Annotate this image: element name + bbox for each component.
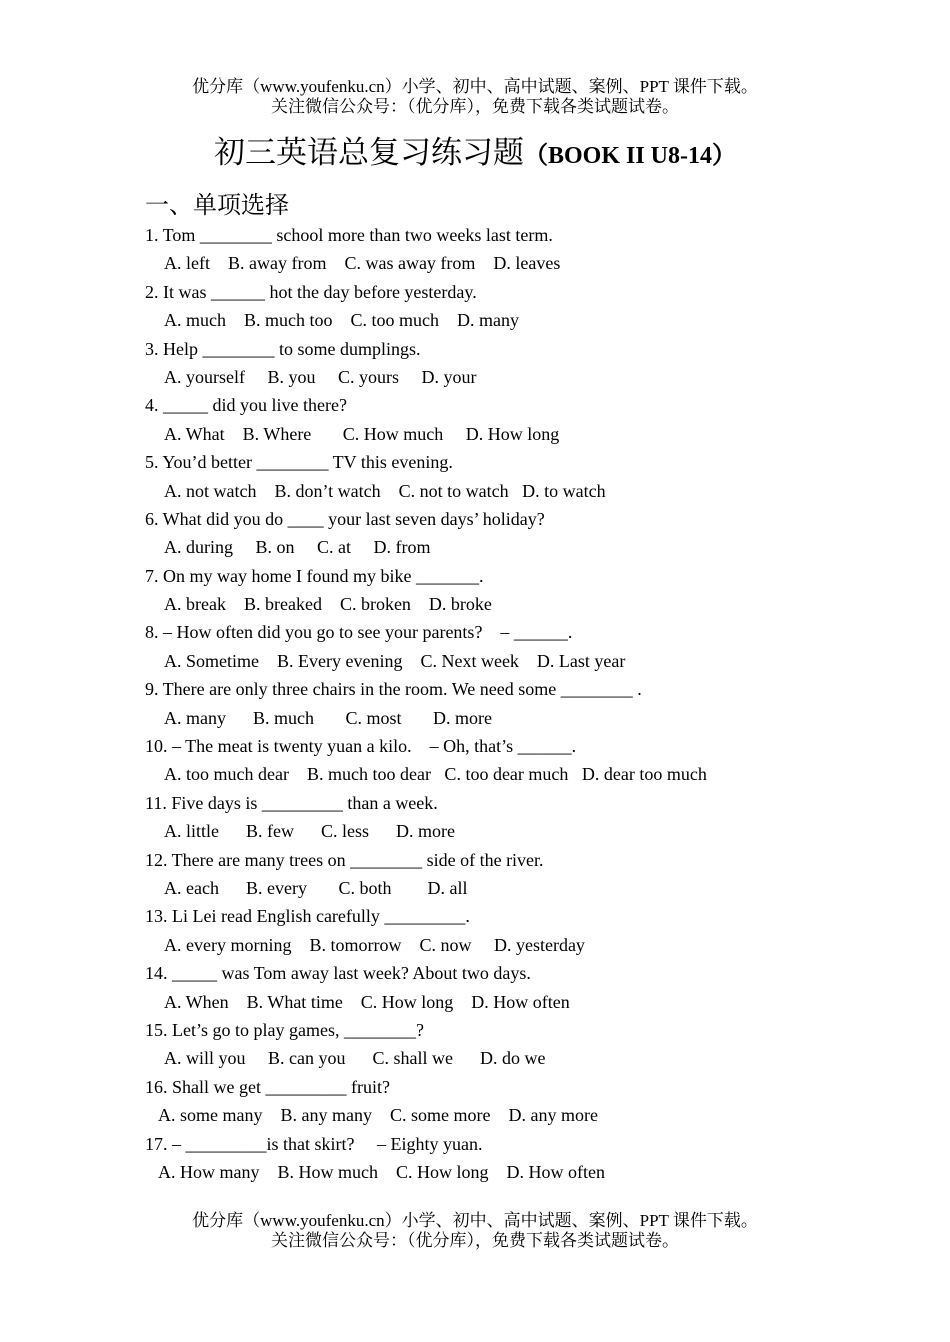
question-item (145, 618, 865, 675)
question-options: A. When B. What time C. How long D. How often (164, 991, 570, 1012)
question-options: A. little B. few C. less D. more (164, 821, 455, 842)
question-options: A. many B. much C. most D. more (164, 707, 492, 728)
question-item (145, 1073, 865, 1130)
question-options: A. will you B. can you C. shall we D. do we (164, 1048, 546, 1069)
page-footer-line-2: 关注微信公众号：（优分库），免费下载各类试题试卷。 (271, 1231, 679, 1250)
question-stem: 5. You’d better ________ TV this evening. (145, 452, 453, 473)
question-item (145, 789, 865, 846)
question-stem: 11. Five days is _________ than a week. (145, 792, 438, 813)
question-item (145, 959, 865, 1016)
page-title (0, 133, 950, 176)
question-options: A. too much dear B. much too dear C. too dear much D. dear too much (164, 764, 707, 785)
question-options: A. Sometime B. Every evening C. Next week D. Last year (164, 650, 626, 671)
question-item (145, 732, 865, 789)
question-options: A. some many B. any many C. some more D. any more (158, 1105, 598, 1126)
question-options: A. How many B. How much C. How long D. How often (158, 1161, 605, 1182)
question-item (145, 1016, 865, 1073)
question-item (145, 675, 865, 732)
question-item (145, 391, 865, 448)
question-options: A. each B. every C. both D. all (164, 877, 468, 898)
question-stem: 7. On my way home I found my bike _______. (145, 565, 484, 586)
question-item (145, 335, 865, 392)
question-item (145, 1130, 865, 1187)
title-chinese: 初三英语总复习练习题 (213, 135, 524, 170)
question-options: A. What B. Where C. How much D. How long (164, 423, 560, 444)
question-stem: 3. Help ________ to some dumplings. (145, 338, 421, 359)
question-stem: 13. Li Lei read English carefully _________. (145, 906, 470, 927)
question-options: A. much B. much too C. too much D. many (164, 310, 519, 331)
question-stem: 12. There are many trees on ________ side of the river. (145, 849, 544, 870)
question-item (145, 448, 865, 505)
section-heading: 一、单项选择 (145, 193, 289, 219)
question-stem: 8. – How often did you go to see your parents? – ______. (145, 622, 573, 643)
page-header-line-1: 优分库（www.youfenku.cn）小学、初中、高中试题、案例、PPT 课件下载。 (192, 77, 758, 96)
question-list (145, 221, 865, 1186)
question-options: A. not watch B. don’t watch C. not to watch D. to watch (164, 480, 606, 501)
question-options: A. during B. on C. at D. from (164, 537, 431, 558)
question-options: A. left B. away from C. was away from D. leaves (164, 253, 561, 274)
question-options: A. yourself B. you C. yours D. your (164, 366, 477, 387)
question-item (145, 278, 865, 335)
question-item (145, 846, 865, 903)
question-stem: 2. It was ______ hot the day before yesterday. (145, 281, 477, 302)
question-item (145, 221, 865, 278)
question-stem: 17. – _________is that skirt? – Eighty yuan. (145, 1133, 483, 1154)
question-stem: 16. Shall we get _________ fruit? (145, 1076, 390, 1097)
question-stem: 4. _____ did you live there? (145, 395, 347, 416)
question-item (145, 562, 865, 619)
question-options: A. break B. breaked C. broken D. broke (164, 594, 492, 615)
question-item (145, 505, 865, 562)
question-options: A. every morning B. tomorrow C. now D. yesterday (164, 934, 585, 955)
question-stem: 6. What did you do ____ your last seven days’ holiday? (145, 508, 545, 529)
question-stem: 1. Tom ________ school more than two weeks last term. (145, 225, 553, 245)
question-item (145, 902, 865, 959)
title-book-range: （BOOK II U8-14） (523, 143, 736, 169)
page-footer-line-1: 优分库（www.youfenku.cn）小学、初中、高中试题、案例、PPT 课件下载。 (192, 1211, 758, 1230)
question-stem: 10. – The meat is twenty yuan a kilo. – Oh, that’s ______. (145, 736, 577, 757)
question-stem: 9. There are only three chairs in the room. We need some ________ . (145, 679, 642, 700)
question-stem: 14. _____ was Tom away last week? About two days. (145, 963, 531, 984)
page-header-line-2: 关注微信公众号：（优分库），免费下载各类试题试卷。 (271, 97, 679, 116)
question-stem: 15. Let’s go to play games, ________? (145, 1019, 424, 1040)
